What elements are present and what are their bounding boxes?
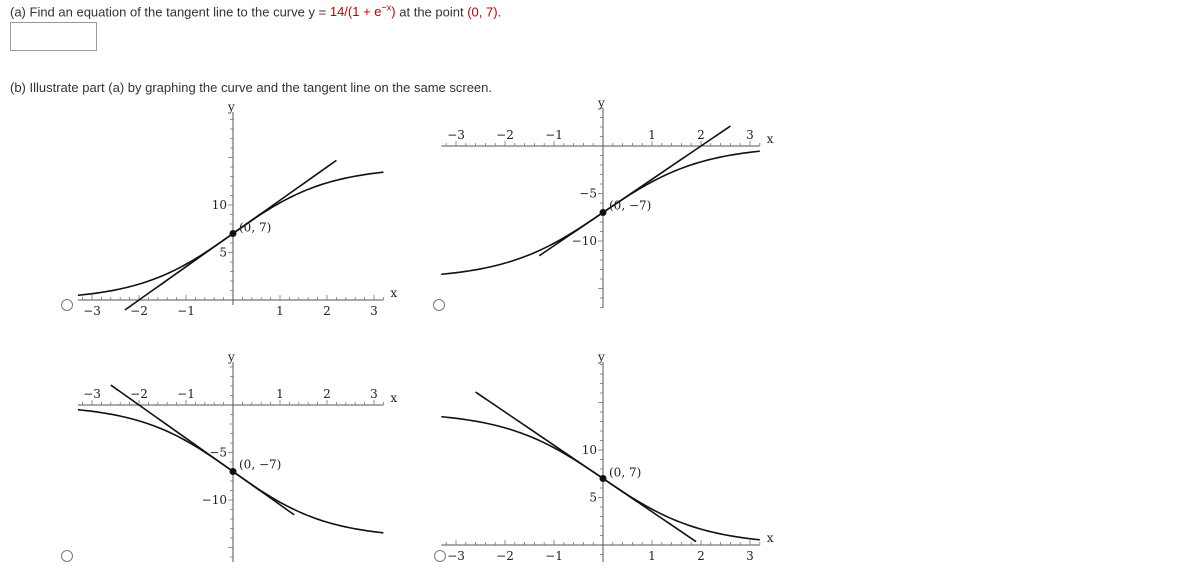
y-tick-label: 10 [581,443,597,457]
x-tick-label: 2 [323,387,331,401]
question-a-prefix: (a) Find an equation of the tangent line to the curve [10,4,305,20]
y-tick-label: 10 [211,198,227,212]
point-label: (0, 7) [239,220,272,235]
x-axis-label: x [766,132,774,146]
x-tick-label: 3 [370,304,378,318]
function-exponent: −x [381,3,392,13]
x-tick-label: 1 [276,387,284,401]
question-a-period: . [497,4,502,20]
x-tick-label: −3 [447,128,465,142]
y-tick-label: 5 [589,490,597,505]
x-tick-label: −2 [130,304,148,318]
point-label: (0, 7) [609,465,642,480]
x-tick-label: −2 [130,387,148,401]
graph-2 [447,96,787,320]
x-tick-label: −3 [83,304,101,318]
x-tick-label: 3 [746,128,754,142]
function-expression [330,4,396,19]
graph-3 [70,350,410,570]
question-b-text: (b) Illustrate part (a) by graphing the curve and the tangent line on the same screen. [10,80,492,95]
x-tick-label: −3 [447,549,465,563]
function-main: 14/(1 + e [329,4,382,20]
x-tick-label: 2 [697,549,705,563]
point-label: (0, −7) [609,198,652,213]
x-tick-label: −3 [83,387,101,401]
x-tick-label: −1 [177,387,195,401]
x-axis-label: x [390,286,398,300]
question-a-text [10,3,501,19]
x-tick-label: 1 [648,128,656,142]
tangent-point [230,468,237,475]
tangent-equation-answer-field[interactable] [10,22,97,51]
question-a-point: (0, 7) [467,4,498,20]
y-tick-label: −5 [209,445,227,460]
graph-2-radio[interactable] [433,299,445,311]
x-tick-label: 1 [276,304,284,318]
x-tick-label: 2 [697,128,705,142]
x-tick-label: −2 [496,549,514,563]
x-tick-label: −2 [496,128,514,142]
graph-4 [447,350,787,570]
graph-1 [70,100,410,320]
x-tick-label: −1 [545,128,563,142]
y-axis-label: y [228,350,235,364]
x-tick-label: 2 [323,304,331,318]
y-tick-label: −10 [571,234,597,248]
x-tick-label: −1 [545,549,563,563]
x-tick-label: 1 [648,549,656,563]
tangent-point [600,209,607,216]
question-a-y-equals: y = [308,4,327,20]
x-tick-label: −1 [177,304,195,318]
tangent-point [600,475,607,482]
y-axis-label: y [228,100,235,114]
question-a-at-point: at the point [399,4,464,20]
function-close: ) [391,4,396,20]
y-axis-label: y [598,96,605,110]
x-tick-label: 3 [370,387,378,401]
y-tick-label: 5 [219,245,227,260]
graph-4-radio[interactable] [434,550,446,562]
tangent-line [476,392,696,542]
x-axis-label: x [390,391,398,405]
y-tick-label: −10 [201,493,227,507]
y-tick-label: −5 [579,186,597,201]
x-tick-label: 3 [746,549,754,563]
x-axis-label: x [766,531,774,545]
tangent-point [230,230,237,237]
point-label: (0, −7) [239,457,282,472]
y-axis-label: y [598,350,605,364]
